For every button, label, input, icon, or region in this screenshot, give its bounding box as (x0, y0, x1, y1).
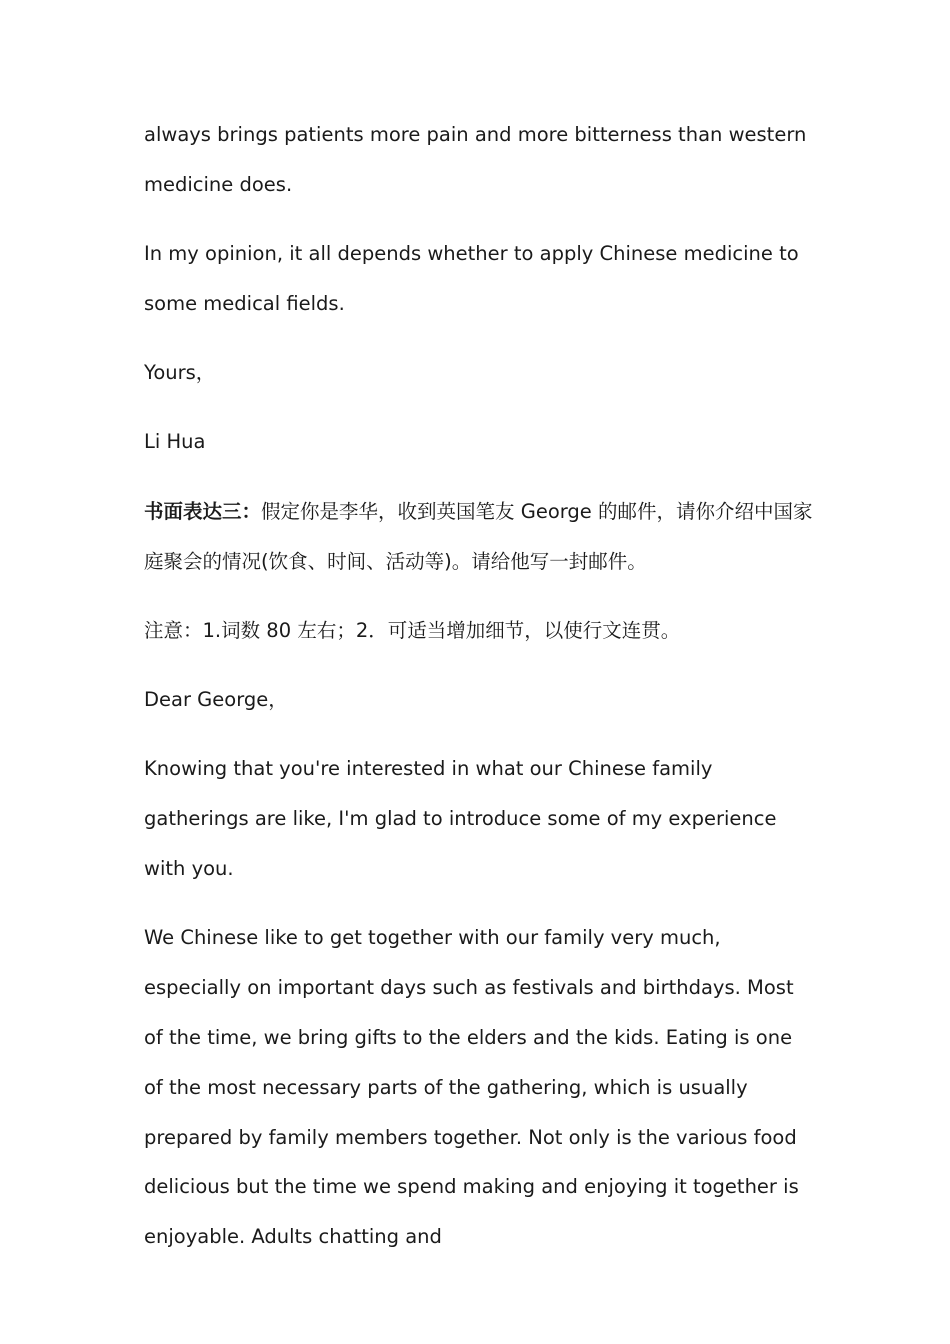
essay-continuation-paragraph: always brings patients more pain and more bitterness than western medicine does. (144, 123, 807, 196)
letter-greeting: Dear George， (144, 688, 288, 712)
writing-task-note: 注意：1.词数 80 左右；2．可适当增加细节，以使行文连贯。 (144, 618, 681, 642)
letter-paragraph-intro: Knowing that you're interested in what our Chinese family gatherings are like, I'm glad to introduce some of my experience with you. (144, 757, 777, 881)
letter-signature: Li Hua (144, 430, 206, 454)
letter-paragraph-body: We Chinese like to get together with our family very much, especially on important days such as festivals and birthdays. Most of the time, we bring gifts to the elders and the kids. Eating is one of the most necessary parts of the gathering, which is usually prepared by family members together. Not only is the various food delicious but the time we spend making and enjoying it together is enjoyable. Adults chatting and (144, 926, 799, 1249)
opinion-paragraph: In my opinion, it all depends whether to apply Chinese medicine to some medical fields. (144, 242, 799, 315)
writing-task-text: 假定你是李华，收到英国笔友 George 的邮件，请你介绍中国家庭聚会的情况(饮食、时间、活动等)。请给他写一封邮件。 (144, 499, 813, 573)
writing-task-prompt (144, 487, 816, 587)
document-body (144, 110, 816, 1281)
writing-task-label: 书面表达三： (144, 499, 262, 523)
letter-closing: Yours， (144, 361, 216, 385)
